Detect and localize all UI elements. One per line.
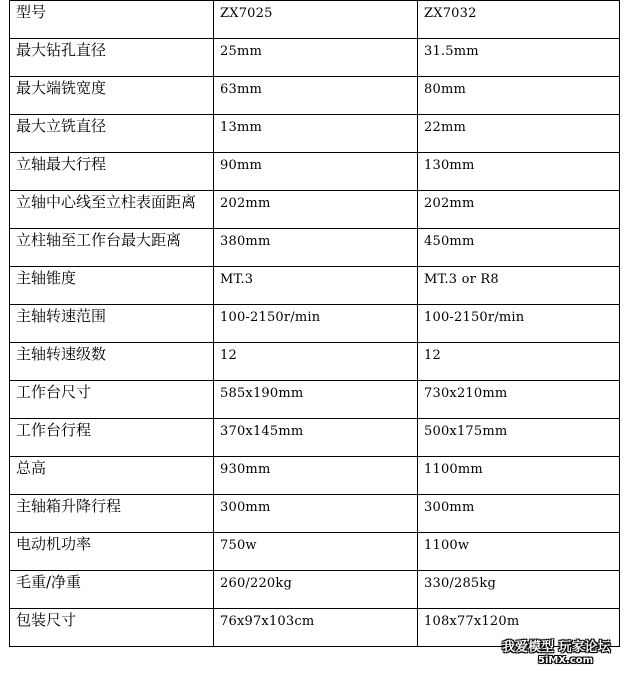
zx7032-cell [418,305,620,343]
zx7032-value: 500x175mm [424,424,508,439]
row-label-cell [10,457,214,495]
zx7032-value: ZX7032 [424,6,477,21]
zx7025-cell [214,153,418,191]
zx7025-value: 750w [220,538,257,553]
table-row [10,1,620,39]
row-label: 工作台行程 [16,421,92,439]
zx7032-value: 31.5mm [424,44,479,59]
watermark-title: 我爱模型 玩家论坛 [502,640,611,655]
zx7032-value: 108x77x120m [424,614,520,629]
row-label: 立轴最大行程 [16,155,107,173]
zx7025-cell [214,1,418,39]
zx7025-value: 13mm [220,120,262,135]
zx7032-value: 22mm [424,120,466,135]
row-label-cell [10,153,214,191]
zx7032-value: 730x210mm [424,386,508,401]
zx7025-cell [214,267,418,305]
row-label: 主轴转速级数 [16,345,107,363]
table-row [10,457,620,495]
zx7025-value: 202mm [220,196,271,211]
watermark-url: 5iMX.com [538,655,594,666]
zx7025-cell [214,229,418,267]
zx7032-cell [418,457,620,495]
zx7025-value: 380mm [220,234,271,249]
row-label: 主轴箱升降行程 [16,497,122,515]
zx7032-cell [418,419,620,457]
table-row [10,571,620,609]
zx7025-value: 12 [220,348,237,363]
zx7025-cell [214,305,418,343]
table-row [10,381,620,419]
row-label: 型号 [16,3,47,21]
row-label-cell [10,191,214,229]
zx7032-value: 12 [424,348,441,363]
row-label: 电动机功率 [16,535,92,553]
zx7032-cell [418,153,620,191]
zx7025-cell [214,115,418,153]
spec-table [9,0,620,647]
row-label-cell [10,115,214,153]
zx7025-value: 25mm [220,44,262,59]
row-label-cell [10,39,214,77]
table-row [10,609,620,647]
zx7032-value: 202mm [424,196,475,211]
table-row [10,267,620,305]
row-label-cell [10,305,214,343]
row-label: 主轴锥度 [16,269,77,287]
zx7032-value: 80mm [424,82,466,97]
row-label: 最大立铣直径 [16,117,107,135]
row-label-cell [10,267,214,305]
row-label-cell [10,495,214,533]
zx7032-cell [418,191,620,229]
zx7025-value: 100-2150r/min [220,310,321,325]
zx7025-value: 930mm [220,462,271,477]
row-label: 立轴中心线至立柱表面距离 [16,193,197,211]
row-label-cell [10,609,214,647]
row-label-cell [10,533,214,571]
zx7025-cell [214,419,418,457]
row-label: 主轴转速范围 [16,307,107,325]
table-row [10,495,620,533]
zx7025-cell [214,457,418,495]
zx7025-cell [214,381,418,419]
zx7025-cell [214,571,418,609]
zx7025-cell [214,533,418,571]
table-row [10,533,620,571]
zx7025-cell [214,77,418,115]
zx7025-value: 90mm [220,158,262,173]
zx7025-value: 63mm [220,82,262,97]
zx7025-value: 300mm [220,500,271,515]
table-row [10,419,620,457]
table-row [10,153,620,191]
zx7032-value: 130mm [424,158,475,173]
zx7025-value: 585x190mm [220,386,304,401]
table-row [10,229,620,267]
row-label-cell [10,419,214,457]
zx7025-value: ZX7025 [220,6,273,21]
row-label: 最大钻孔直径 [16,41,107,59]
zx7025-cell [214,343,418,381]
zx7032-cell [418,381,620,419]
row-label: 总高 [16,459,47,477]
zx7032-cell [418,39,620,77]
table-row [10,115,620,153]
zx7032-cell [418,571,620,609]
zx7032-cell [418,495,620,533]
zx7032-cell [418,609,620,647]
zx7025-cell [214,191,418,229]
row-label: 毛重/净重 [16,573,82,591]
table-row [10,191,620,229]
row-label: 立柱轴至工作台最大距离 [16,231,182,249]
table-row [10,343,620,381]
zx7025-cell [214,39,418,77]
zx7032-cell [418,229,620,267]
zx7032-cell [418,267,620,305]
row-label-cell [10,571,214,609]
zx7025-cell [214,609,418,647]
row-label: 最大端铣宽度 [16,79,107,97]
zx7025-value: MT.3 [220,272,254,287]
zx7032-value: MT.3 or R8 [424,272,499,287]
zx7025-value: 260/220kg [220,576,293,591]
table-row [10,305,620,343]
zx7032-cell [418,1,620,39]
zx7025-value: 370x145mm [220,424,304,439]
row-label: 包装尺寸 [16,611,77,629]
row-label: 工作台尺寸 [16,383,92,401]
zx7032-cell [418,115,620,153]
row-label-cell [10,1,214,39]
table-row [10,77,620,115]
row-label-cell [10,343,214,381]
zx7032-value: 300mm [424,500,475,515]
zx7032-value: 100-2150r/min [424,310,525,325]
zx7032-cell [418,77,620,115]
zx7025-cell [214,495,418,533]
zx7032-value: 1100mm [424,462,483,477]
row-label-cell [10,229,214,267]
row-label-cell [10,381,214,419]
zx7032-cell [418,533,620,571]
zx7032-cell [418,343,620,381]
zx7032-value: 450mm [424,234,475,249]
row-label-cell [10,77,214,115]
table-row [10,39,620,77]
zx7025-value: 76x97x103cm [220,614,315,629]
zx7032-value: 330/285kg [424,576,497,591]
zx7032-value: 1100w [424,538,470,553]
